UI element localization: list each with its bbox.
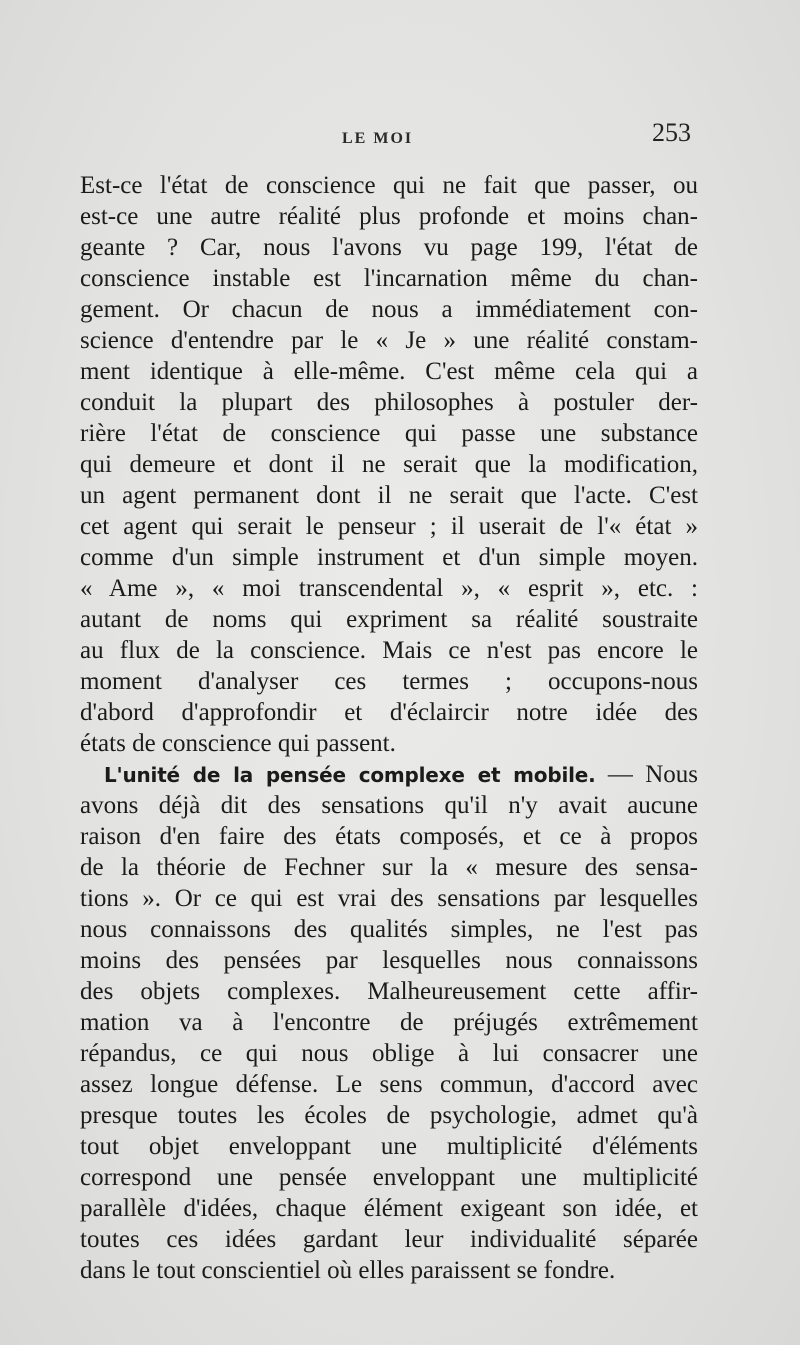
text-line: gement. Or chacun de nous a immédiatement con-: [80, 296, 698, 323]
text-line: tout objet enveloppant une multiplicité d'éléments: [80, 1133, 698, 1160]
text-line: cet agent qui serait le penseur ; il userait de l'« état »: [80, 513, 698, 540]
text-line: mation va à l'encontre de préjugés extrêmement: [80, 1009, 698, 1036]
page-number: 253: [652, 118, 691, 147]
running-head: [80, 118, 695, 154]
text-line: au flux de la conscience. Mais ce n'est pas encore le: [80, 637, 698, 664]
body-text: [80, 170, 698, 1286]
text-line: « Ame », « moi transcendental », « esprit », etc. :: [80, 575, 698, 602]
text-line: de la théorie de Fechner sur la « mesure des sensa-: [80, 854, 698, 881]
section-first-line: [80, 759, 698, 790]
text-line: est-ce une autre réalité plus profonde et moins chan-: [80, 203, 698, 230]
text-line: d'abord d'approfondir et d'éclaircir notre idée des: [80, 699, 698, 726]
text-line: conduit la plupart des philosophes à postuler der-: [80, 389, 698, 416]
text-line: raison d'en faire des états composés, et ce à propos: [80, 823, 698, 850]
text-line: moment d'analyser ces termes ; occupons-nous: [80, 668, 698, 695]
text-line: moins des pensées par lesquelles nous connaissons: [80, 947, 698, 974]
text-line: répandus, ce qui nous oblige à lui consacrer une: [80, 1040, 698, 1067]
text-line: des objets complexes. Malheureusement cette affir-: [80, 978, 698, 1005]
text-line: parallèle d'idées, chaque élément exigeant son idée, et: [80, 1195, 698, 1222]
text-line: rière l'état de conscience qui passe une substance: [80, 420, 698, 447]
text-line: geante ? Car, nous l'avons vu page 199, l'état de: [80, 234, 698, 261]
text-line: avons déjà dit des sensations qu'il n'y avait aucune: [80, 792, 698, 819]
text-line: science d'entendre par le « Je » une réalité constam-: [80, 327, 698, 354]
paragraph-1: [80, 170, 698, 759]
text-line: toutes ces idées gardant leur individualité séparée: [80, 1226, 698, 1253]
text-line: nous connaissons des qualités simples, ne l'est pas: [80, 916, 698, 943]
text-line: dans le tout conscientiel où elles paraissent se fondre.: [80, 1257, 616, 1284]
paragraph-2: [80, 759, 698, 1286]
text-line: correspond une pensée enveloppant une multiplicité: [80, 1164, 698, 1191]
text-line: autant de noms qui expriment sa réalité soustraite: [80, 606, 698, 633]
text-line: ment identique à elle-même. C'est même cela qui a: [80, 358, 698, 385]
text-line: un agent permanent dont il ne serait que l'acte. C'est: [80, 482, 698, 509]
text-line: Est-ce l'état de conscience qui ne fait que passer, ou: [80, 172, 698, 199]
text-line: qui demeure et dont il ne serait que la modification,: [80, 451, 698, 478]
running-title: LE MOI: [342, 130, 414, 147]
text-line: assez longue défense. Le sens commun, d'accord avec: [80, 1071, 698, 1098]
text-line: états de conscience qui passent.: [80, 730, 396, 757]
text-line: comme d'un simple instrument et d'un simple moyen.: [80, 544, 698, 571]
section-heading: L'unité de la pensée complexe et mobile.: [104, 763, 596, 787]
text-line: tions ». Or ce qui est vrai des sensations par lesquelles: [80, 885, 698, 912]
text-line: presque toutes les écoles de psychologie, admet qu'à: [80, 1102, 698, 1129]
section-heading-dash: — Nous: [595, 761, 698, 788]
text-line: conscience instable est l'incarnation même du chan-: [80, 265, 698, 292]
